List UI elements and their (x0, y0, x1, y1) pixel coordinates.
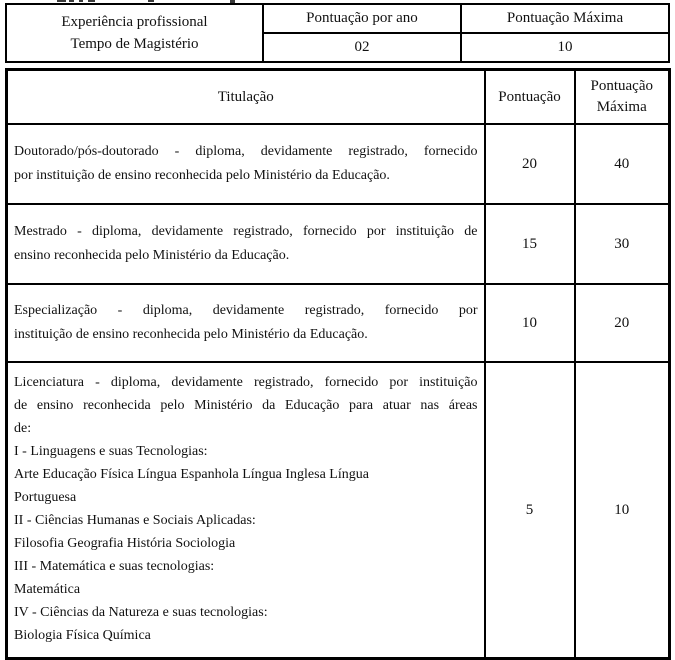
clipped-text-fragment (148, 0, 154, 2)
max-points-value-cell: 10 (461, 33, 669, 62)
row-mestrado (7, 204, 670, 284)
titulation-scoring-table (5, 68, 671, 660)
row-especializacao (7, 284, 670, 362)
row-licenciatura (7, 362, 670, 659)
especializacao-description-cell (7, 284, 485, 362)
especializacao-points-cell: 10 (485, 284, 575, 362)
description-line: instituição de ensino reconhecida pelo Ministério da Educação. (14, 327, 368, 342)
description-line: de: (14, 421, 32, 436)
experience-scoring-table (5, 3, 670, 63)
licenciatura-points-cell: 5 (485, 362, 575, 659)
description-line: Matemática (14, 582, 81, 597)
max-points-header-cell: Pontuação Máxima (575, 70, 670, 125)
clipped-text-fragment (88, 0, 95, 2)
table1-header-row (6, 4, 669, 33)
points-header-cell: Pontuação (485, 70, 575, 125)
description-line: Portuguesa (14, 490, 77, 505)
experience-label-line1: Experiência profissional (61, 14, 208, 30)
description-line: Filosofia Geografia História Sociologia (14, 536, 236, 551)
experience-label-cell (6, 4, 263, 62)
licenciatura-max-points-cell: 10 (575, 362, 670, 659)
description-line: III - Matemática e suas tecnologias: (14, 559, 215, 574)
mestrado-points-cell: 15 (485, 204, 575, 284)
description-line: Arte Educação Física Língua Espanhola Língua Inglesa Língua (14, 467, 369, 482)
doutorado-points-cell: 20 (485, 124, 575, 204)
clipped-text-fragment (57, 0, 66, 2)
max-points-header-cell: Pontuação Máxima (461, 4, 669, 33)
description-line: por instituição de ensino reconhecida pelo Ministério da Educação. (14, 168, 390, 183)
description-line: Biologia Física Química (14, 628, 151, 643)
points-per-year-value-cell: 02 (263, 33, 461, 62)
description-line: I - Linguagens e suas Tecnologias: (14, 444, 208, 459)
doutorado-max-points-cell: 40 (575, 124, 670, 204)
description-line: ensino reconhecida pelo Ministério da Educação. (14, 248, 290, 263)
description-line: Licenciatura - diploma, devidamente registrado, fornecido por instituição (14, 375, 478, 390)
mestrado-description-cell (7, 204, 485, 284)
especializacao-max-points-cell: 20 (575, 284, 670, 362)
description-line: Doutorado/pós-doutorado - diploma, devidamente registrado, fornecido (14, 144, 478, 159)
experience-label-line2: Tempo de Magistério (70, 36, 199, 52)
doutorado-description-cell (7, 124, 485, 204)
mestrado-max-points-cell: 30 (575, 204, 670, 284)
licenciatura-description-cell (7, 362, 485, 659)
clipped-text-fragment (69, 0, 74, 2)
titulation-header-cell: Titulação (7, 70, 485, 125)
description-line: II - Ciências Humanas e Sociais Aplicadas: (14, 513, 256, 528)
row-doutorado (7, 124, 670, 204)
description-line: Especialização - diploma, devidamente registrado, fornecido por (14, 303, 478, 318)
description-line: IV - Ciências da Natureza e suas tecnologias: (14, 605, 268, 620)
description-line: Mestrado - diploma, devidamente registrado, fornecido por instituição de (14, 224, 478, 239)
description-line: de ensino reconhecida pelo Ministério da Educação para atuar nas áreas (14, 398, 478, 413)
clipped-text-fragment (79, 0, 83, 2)
table2-header-row (7, 70, 670, 125)
points-per-year-header-cell: Pontuação por ano (263, 4, 461, 33)
